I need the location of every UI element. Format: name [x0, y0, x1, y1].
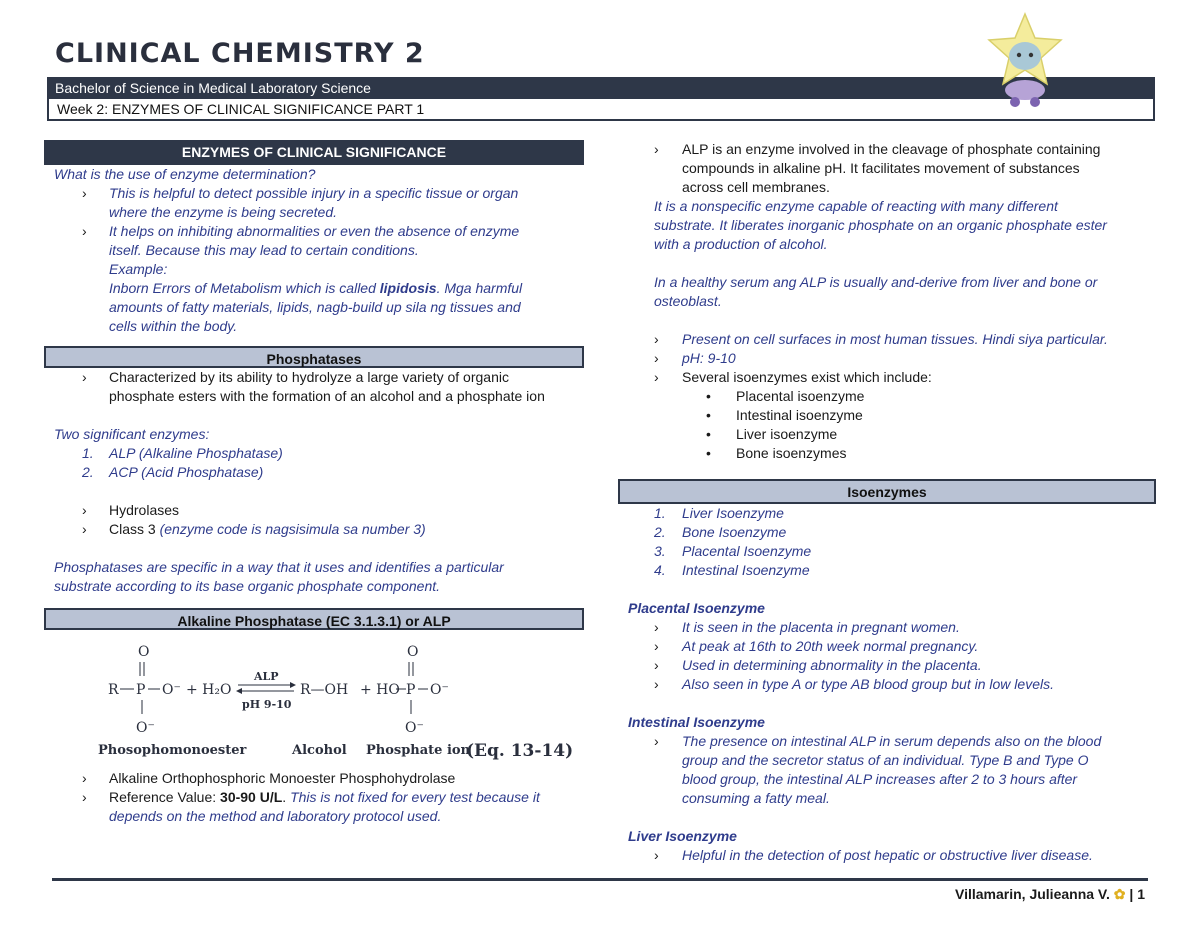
bullet-marker: › — [654, 619, 659, 635]
bullet-marker: › — [82, 770, 87, 786]
paragraph: substrate. It liberates inorganic phosphate on an organic phosphate ester — [654, 217, 1107, 233]
eq-number: (Eq. 13-14) — [466, 741, 574, 760]
list-item-continuation: group and the secretor status of an individual. Type B and Type O — [682, 752, 1089, 768]
example-text: Inborn Errors of Metabolism which is called lipidosis. Mga harmful — [109, 280, 523, 296]
list-item-continuation: phosphate esters with the formation of an alcohol and a phosphate ion — [109, 388, 545, 404]
two-enzymes-label: Two significant enzymes: — [54, 426, 210, 442]
sunflower-icon: ✿ — [1113, 886, 1126, 902]
eq-p: P — [406, 682, 416, 698]
week-band: Week 2: ENZYMES OF CLINICAL SIGNIFICANCE PART 1 — [47, 99, 1155, 121]
section-heading-enzymes: ENZYMES OF CLINICAL SIGNIFICANCE — [44, 140, 584, 165]
author-name: Villamarin, Julieanna V. — [955, 886, 1110, 902]
list-item: 4. Intestinal Isoenzyme — [654, 562, 810, 578]
paragraph: It is a nonspecific enzyme capable of reacting with many different — [654, 198, 1058, 214]
list-item: › Used in determining abnormality in the placenta. — [654, 657, 982, 673]
section-heading-isoenzymes: Isoenzymes — [618, 479, 1156, 504]
question-text: What is the use of enzyme determination? — [54, 166, 316, 182]
eq-water: + H₂O — [186, 682, 232, 698]
dot-bullet: • — [706, 445, 711, 461]
document-title: CLINICAL CHEMISTRY 2 — [55, 38, 425, 69]
eq-oxygen: O — [138, 644, 150, 660]
list-item: 2. ACP (Acid Phosphatase) — [82, 464, 264, 480]
list-item: • Intestinal isoenzyme — [706, 407, 863, 423]
list-item: 3. Placental Isoenzyme — [654, 543, 812, 559]
list-item: › Characterized by its ability to hydrolyze a large variety of organic — [82, 369, 509, 385]
paragraph: In a healthy serum ang ALP is usually and-derive from liver and bone or — [654, 274, 1098, 290]
eq-r: R — [108, 682, 119, 698]
page-number: 1 — [1137, 886, 1145, 902]
eq-o-minus: O⁻ — [162, 682, 181, 698]
footer-separator: | — [1129, 886, 1134, 902]
list-item: › Alkaline Orthophosphoric Monoester Phosphohydrolase — [82, 770, 456, 786]
bullet-marker: › — [654, 350, 659, 366]
example-text: amounts of fatty materials, lipids, nagb-build up sila ng tissues and — [109, 299, 521, 315]
eq-alp-label: ALP — [254, 670, 279, 683]
eq-label-monoester: Phosophomonoester — [98, 743, 247, 758]
list-item: • Placental isoenzyme — [706, 388, 865, 404]
list-item-continuation: itself. Because this may lead to certain conditions. — [109, 242, 419, 258]
section-heading-phosphatases: Phosphatases — [44, 346, 584, 368]
list-item: › It is seen in the placenta in pregnant women. — [654, 619, 960, 635]
section-heading-alp: Alkaline Phosphatase (EC 3.1.3.1) or ALP — [44, 608, 584, 630]
bullet-marker: › — [82, 521, 87, 537]
bullet-marker: › — [654, 733, 659, 749]
list-item: • Bone isoenzymes — [706, 445, 847, 461]
list-item: › At peak at 16th to 20th week normal pregnancy. — [654, 638, 979, 654]
list-item: 2. Bone Isoenzyme — [654, 524, 787, 540]
list-item: › Also seen in type A or type AB blood group but in low levels. — [654, 676, 1054, 692]
list-item: › This is helpful to detect possible injury in a specific tissue or organ — [82, 185, 519, 201]
eq-label-alcohol: Alcohol — [292, 743, 347, 758]
dot-bullet: • — [706, 426, 711, 442]
eq-p: P — [136, 682, 146, 698]
bullet-marker: › — [654, 657, 659, 673]
bullet-marker: › — [654, 847, 659, 863]
footer — [955, 886, 1145, 903]
paragraph: Phosphatases are specific in a way that it uses and identifies a particular — [54, 559, 504, 575]
list-item: › Class 3 (enzyme code is nagsisimula sa number 3) — [82, 521, 426, 537]
program-band: Bachelor of Science in Medical Laboratory Science — [47, 77, 1155, 99]
eq-oxygen: O — [407, 644, 419, 660]
alp-reaction-equation — [94, 642, 584, 760]
list-item-continuation: blood group, the intestinal ALP increases after 2 to 3 hours after — [682, 771, 1078, 787]
list-item: • Liver isoenzyme — [706, 426, 838, 442]
list-item: › Hydrolases — [82, 502, 180, 518]
bullet-marker: › — [82, 223, 87, 239]
subheading-placental: Placental Isoenzyme — [628, 600, 765, 616]
list-item: › Reference Value: 30-90 U/L. This is not fixed for every test because it — [82, 789, 540, 805]
eq-label-phosphate: Phosphate ion — [366, 743, 471, 758]
paragraph: with a production of alcohol. — [654, 236, 828, 252]
list-item: › Present on cell surfaces in most human tissues. Hindi siya particular. — [654, 331, 1108, 347]
subheading-intestinal: Intestinal Isoenzyme — [628, 714, 765, 730]
bullet-marker: › — [654, 676, 659, 692]
list-item: › ALP is an enzyme involved in the cleavage of phosphate containing — [654, 141, 1101, 157]
bullet-marker: › — [654, 141, 659, 157]
bullet-marker: › — [654, 638, 659, 654]
lipidosis-term: lipidosis — [379, 280, 437, 296]
list-item: › Several isoenzymes exist which include: — [654, 369, 932, 385]
list-item: › It helps on inhibiting abnormalities or even the absence of enzyme — [82, 223, 520, 239]
list-item-continuation: across cell membranes. — [682, 179, 830, 195]
eq-o-minus: O⁻ — [136, 720, 155, 736]
list-item-continuation: consuming a fatty meal. — [682, 790, 830, 806]
eq-ph-label: pH 9-10 — [242, 698, 292, 711]
footer-divider — [52, 878, 1148, 881]
bullet-marker: › — [82, 185, 87, 201]
reference-value: 30-90 U/L — [220, 789, 283, 805]
list-item: 1. ALP (Alkaline Phosphatase) — [82, 445, 283, 461]
eq-o-minus: O⁻ — [430, 682, 449, 698]
example-label: Example: — [109, 261, 168, 277]
eq-o-minus: O⁻ — [405, 720, 424, 736]
star-mascot-icon — [985, 12, 1065, 108]
left-column — [44, 140, 584, 826]
bullet-marker: › — [82, 789, 87, 805]
list-item-continuation: depends on the method and laboratory protocol used. — [109, 808, 442, 824]
list-item-continuation: where the enzyme is being secreted. — [109, 204, 338, 220]
paragraph: substrate according to its base organic phosphate component. — [54, 578, 441, 594]
eq-ho: + HO — [360, 682, 400, 698]
list-item-continuation: compounds in alkaline pH. It facilitates movement of substances — [682, 160, 1080, 176]
example-text: cells within the body. — [109, 318, 238, 334]
list-item: › The presence on intestinal ALP in serum depends also on the blood — [654, 733, 1102, 749]
bullet-marker: › — [82, 502, 87, 518]
paragraph: osteoblast. — [654, 293, 722, 309]
list-item: › Helpful in the detection of post hepatic or obstructive liver disease. — [654, 847, 1093, 863]
bullet-marker: › — [654, 331, 659, 347]
dot-bullet: • — [706, 407, 711, 423]
list-item: 1. Liver Isoenzyme — [654, 505, 784, 521]
right-column — [618, 140, 1156, 865]
subheading-liver: Liver Isoenzyme — [628, 828, 737, 844]
bullet-marker: › — [82, 369, 87, 385]
eq-alcohol: R—OH — [300, 682, 349, 698]
list-item: › pH: 9-10 — [654, 350, 736, 366]
bullet-marker: › — [654, 369, 659, 385]
dot-bullet: • — [706, 388, 711, 404]
